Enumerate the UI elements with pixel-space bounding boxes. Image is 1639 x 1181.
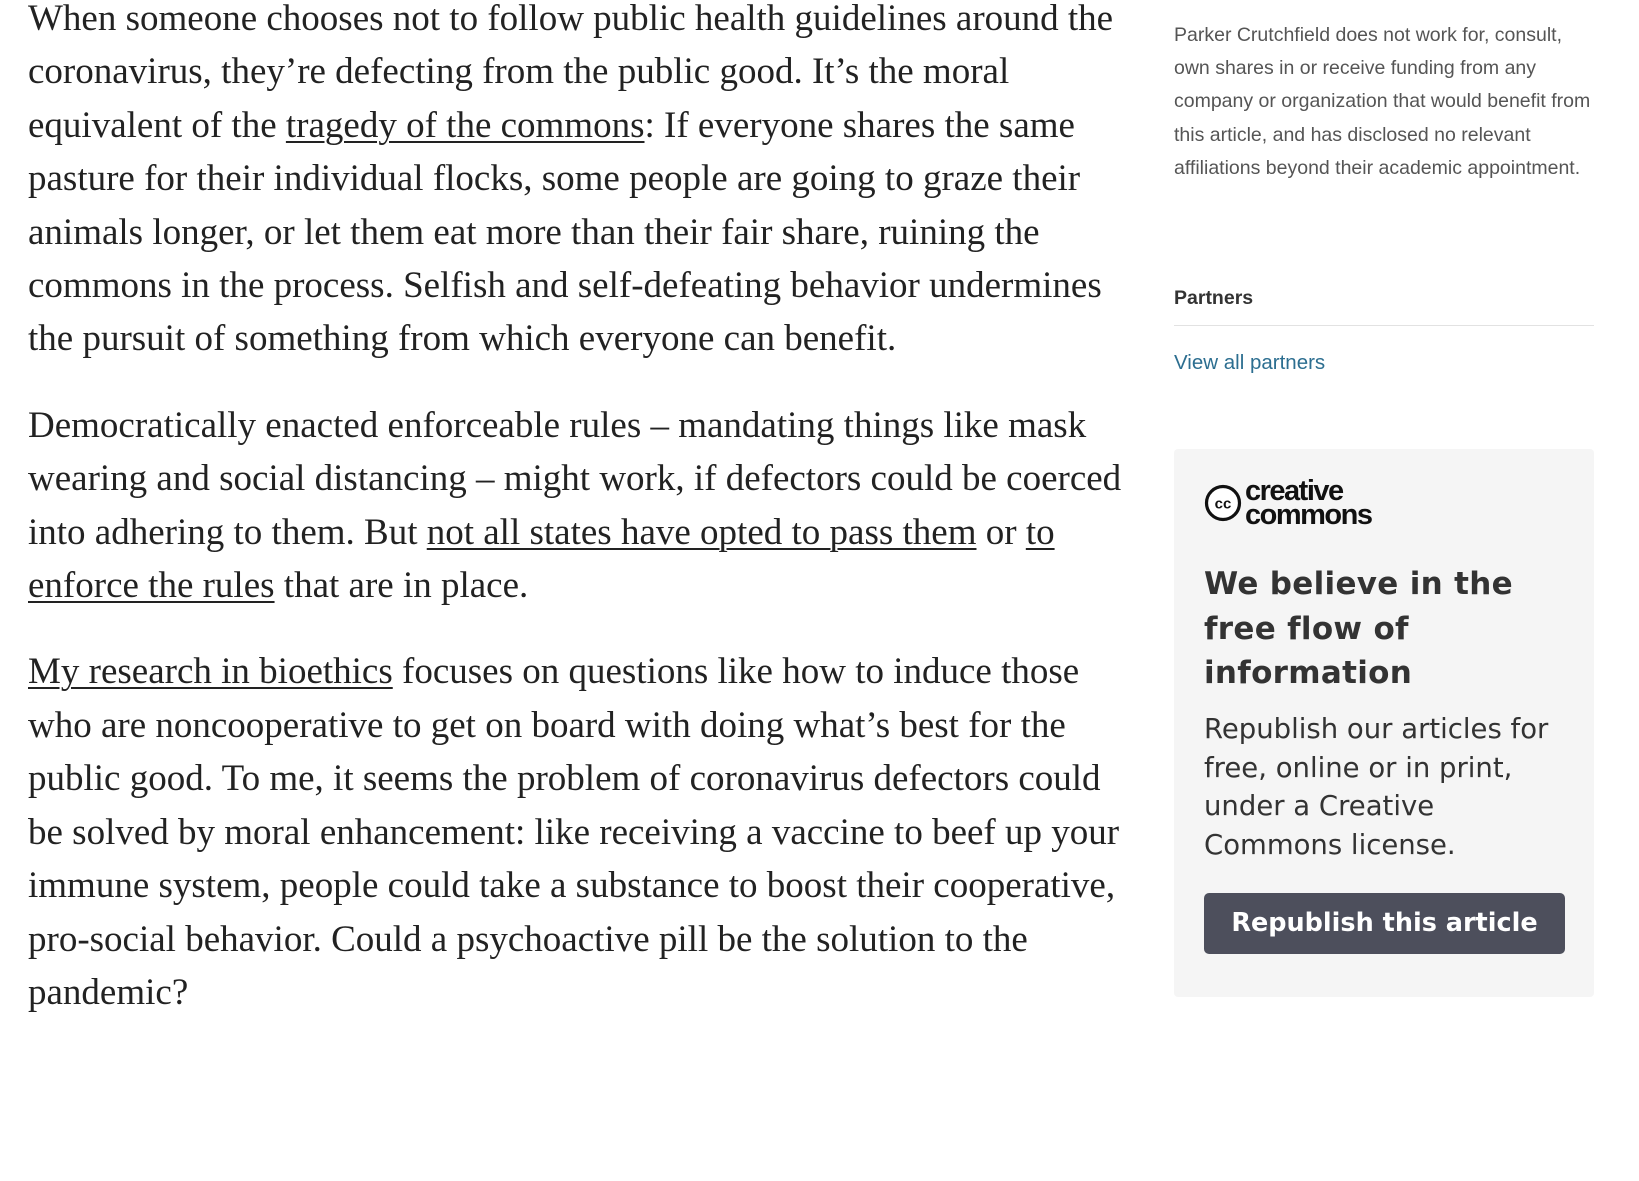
creative-commons-panel: [1174, 449, 1594, 997]
paragraph-text: Democratically enacted enforceable rules – mandating things like mask wearing and social distancing – might work, if defectors could be coerced into adhering to them. But: [28, 404, 1122, 553]
tragedy-of-commons-link[interactable]: tragedy of the commons: [285, 104, 645, 146]
paragraph-text: or: [976, 511, 1026, 553]
cc-description: Republish our articles for free, online or in print, under a Creative Commons license.: [1204, 713, 1549, 861]
paragraph-text: : If everyone shares the same pasture for their individual flocks, some people are going to graze their animals longer, or let them eat more than their fair share, ruining the commons in the process. Selfish and self-defeating behavior undermines the pursuit of something from which everyone can benefit.: [28, 104, 1102, 360]
article-body: [28, 0, 1138, 1052]
partners-divider: [1174, 325, 1594, 326]
enforce-rules-link[interactable]: to enforce the rules: [28, 511, 1055, 607]
paragraph-text: When someone chooses not to follow public health guidelines around the coronavirus, they’re defecting from the public good. It’s the moral equivalent of the: [28, 0, 1114, 146]
states-opted-link[interactable]: not all states have opted to pass them: [426, 511, 977, 553]
cc-heading: We believe in the free flow of information: [1204, 566, 1513, 691]
cc-wordmark: [1245, 475, 1372, 531]
article-paragraph-1: [28, 0, 1138, 366]
paragraph-text: focuses on questions like how to induce those who are noncooperative to get on board with doing what’s best for the public good. To me, it seems the problem of coronavirus defectors could be solved by moral enhancement: like receiving a vaccine to beef up your immune system, people could take a substance to boost their cooperative, pro-social behavior. Could a psychoactive pill be the solution to the pandemic?: [28, 651, 1120, 1013]
bioethics-research-link[interactable]: My research in bioethics: [28, 651, 393, 693]
author-disclosure: Parker Crutchfield does not work for, consult, own shares in or receive funding from any company or organization that would benefit from this article, and has disclosed no relevant affiliations beyond their academic appointment.: [1174, 24, 1591, 179]
republish-article-button[interactable]: Republish this article: [1204, 893, 1565, 954]
partners-heading: Partners: [1174, 287, 1254, 309]
article-paragraph-2: [28, 399, 1138, 613]
paragraph-text: that are in place.: [274, 565, 529, 607]
creative-commons-logo: [1204, 475, 1372, 531]
cc-badge-icon: [1204, 484, 1242, 522]
cc-badge-text: cc: [1214, 495, 1232, 513]
cc-wordmark-line1: creative: [1245, 475, 1343, 507]
view-all-partners-link[interactable]: View all partners: [1174, 351, 1326, 374]
article-paragraph-3: [28, 645, 1138, 1019]
cc-wordmark-line2: commons: [1245, 499, 1372, 531]
